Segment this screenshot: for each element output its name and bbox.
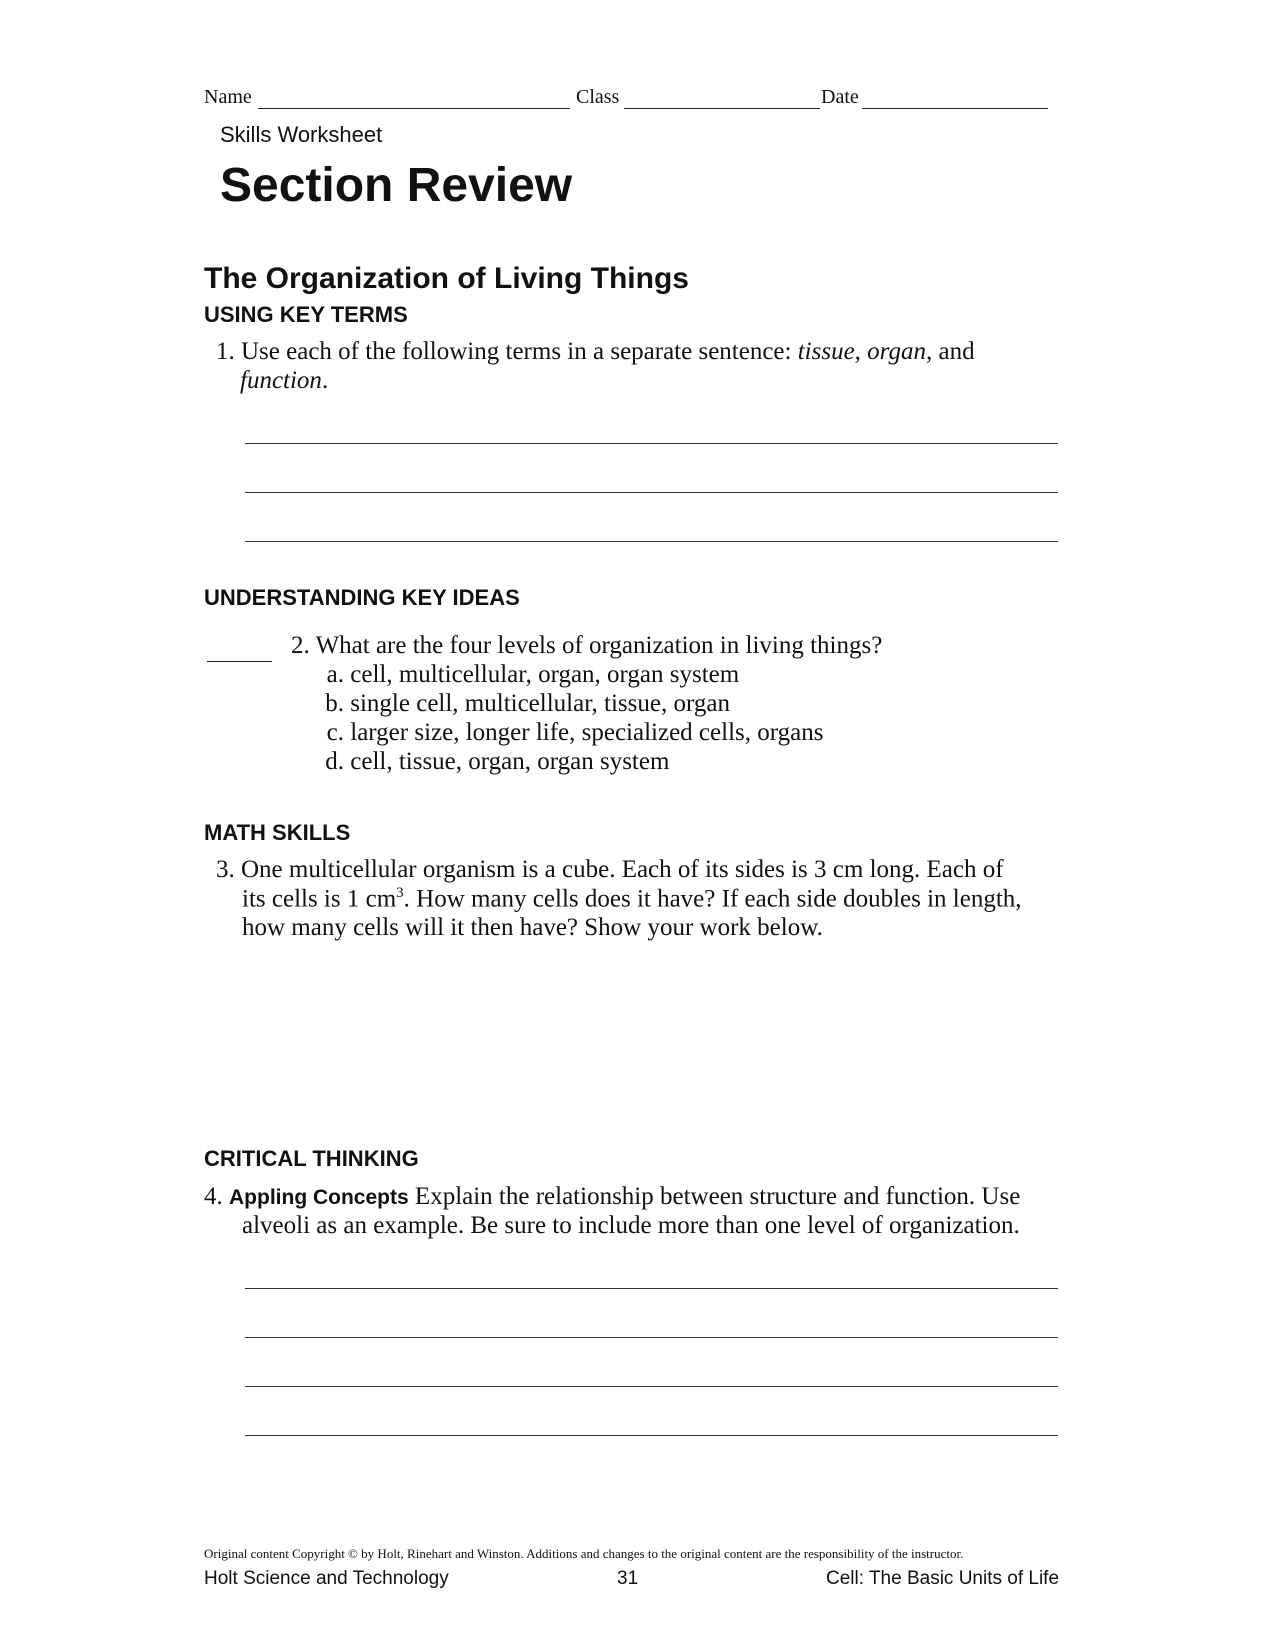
question-4: [204, 1183, 1020, 1211]
q1-answer-line-2[interactable]: [245, 492, 1058, 493]
heading-critical-thinking: CRITICAL THINKING: [204, 1146, 419, 1171]
q1-terms: tissue, organ,: [797, 338, 933, 365]
q3-line-1: One multicellular organism is a cube. Each of its sides is 3 cm long. Each of: [241, 856, 1004, 883]
date-label: Date: [821, 86, 859, 108]
footer-copyright: Original content Copyright © by Holt, Rinehart and Winston. Additions and changes to the original content are the responsibility of the instructor.: [204, 1546, 964, 1561]
q2-option-c: c. larger size, longer life, specialized cells, organs: [326, 719, 824, 746]
q4-answer-line-1[interactable]: [245, 1288, 1058, 1289]
q2-option-a: a. cell, multicellular, organ, organ system: [326, 661, 740, 688]
q4-line-2: alveoli as an example. Be sure to include more than one level of organization.: [242, 1212, 1020, 1239]
q4-answer-line-3[interactable]: [245, 1386, 1058, 1387]
footer-publisher: Holt Science and Technology: [204, 1568, 449, 1589]
name-field[interactable]: [258, 108, 570, 109]
heading-understanding-key-ideas: UNDERSTANDING KEY IDEAS: [204, 585, 520, 610]
q2-option-d: d. cell, tissue, organ, organ system: [325, 748, 670, 775]
q1-term-last: function: [240, 367, 322, 394]
worksheet-type: Skills Worksheet: [220, 122, 383, 147]
q1-answer-line-3[interactable]: [245, 541, 1058, 542]
q2-answer-blank[interactable]: [207, 661, 272, 662]
name-label: Name: [204, 86, 252, 108]
question-3: [216, 856, 1004, 884]
q4-answer-line-2[interactable]: [245, 1337, 1058, 1338]
q3-number: 3.: [216, 856, 235, 883]
date-field[interactable]: [862, 108, 1048, 109]
question-1: [216, 338, 975, 366]
q2-text: What are the four levels of organization in living things?: [315, 632, 883, 659]
q1-period: .: [321, 367, 329, 394]
question-2: [291, 632, 882, 660]
page-title: Section Review: [220, 159, 573, 212]
q4-label: Appling Concepts: [229, 1186, 409, 1209]
q3-line-2: its cells is 1 $cm^3$. How many cells does it have? If each side doubles in length,: [242, 885, 1022, 913]
footer-chapter: Cell: The Basic Units of Life: [826, 1568, 1060, 1589]
q3-line-3: how many cells will it then have? Show your work below.: [242, 914, 823, 941]
q4-line-1: Explain the relationship between structure and function. Use: [408, 1183, 1021, 1210]
question-1-cont: [240, 367, 328, 395]
class-field[interactable]: [624, 108, 820, 109]
q2-option-b: b. single cell, multicellular, tissue, organ: [325, 690, 730, 717]
section-subtitle: The Organization of Living Things: [204, 262, 689, 295]
heading-using-key-terms: USING KEY TERMS: [204, 302, 408, 327]
q2-number: 2.: [291, 632, 310, 659]
footer-page-number: 31: [617, 1568, 639, 1589]
q1-and: and: [932, 338, 975, 365]
q1-answer-line-1[interactable]: [245, 443, 1058, 444]
class-label: Class: [576, 86, 620, 108]
q1-number: 1.: [216, 338, 235, 365]
q4-number: 4.: [204, 1183, 223, 1210]
q1-text: Use each of the following terms in a separate sentence:: [241, 338, 798, 365]
q4-answer-line-4[interactable]: [245, 1435, 1058, 1436]
heading-math-skills: MATH SKILLS: [204, 820, 351, 845]
